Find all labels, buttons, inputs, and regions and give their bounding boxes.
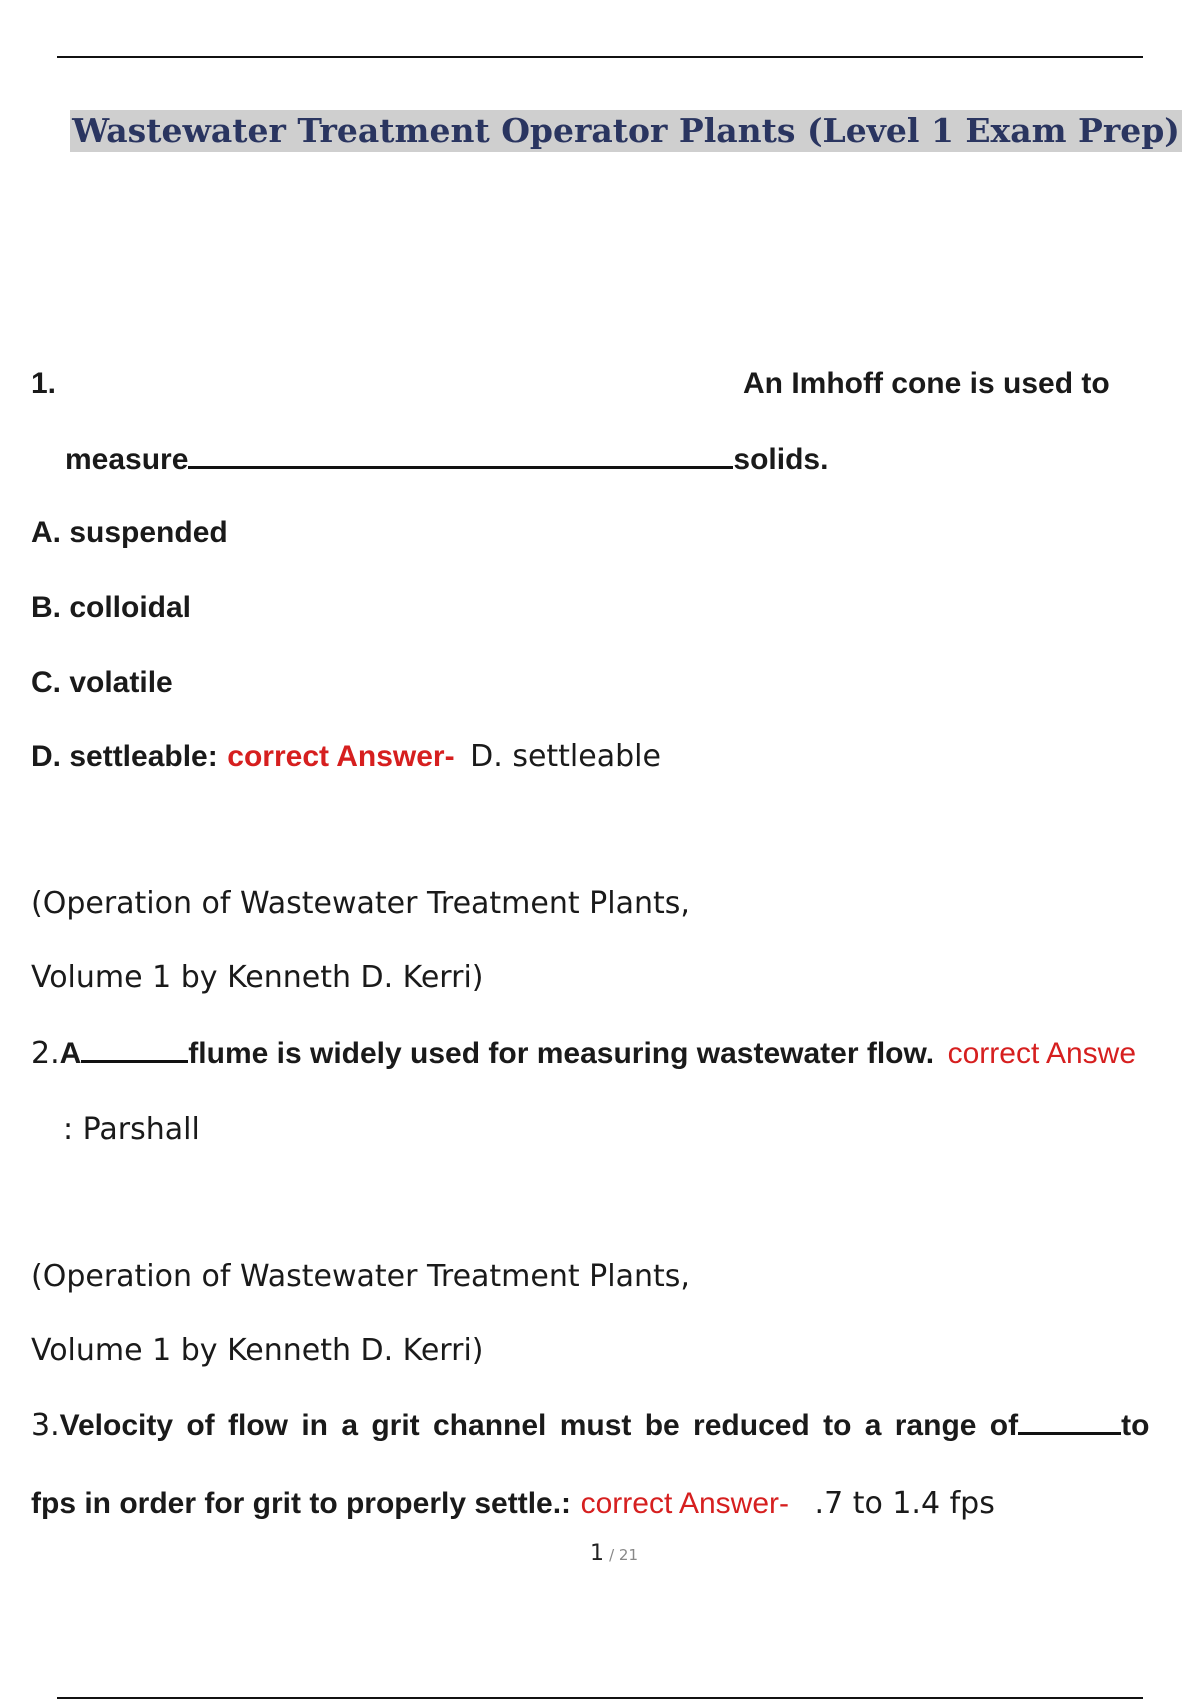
question-1-stem-part2 xyxy=(65,440,828,480)
question-3-stem-row-1 xyxy=(31,1406,1149,1446)
question-2-answer: : Parshall xyxy=(63,1112,200,1147)
page-number-total: / 21 xyxy=(609,1546,639,1564)
question-2-number: 2. xyxy=(31,1036,60,1071)
question-2-stem-before-blank: A xyxy=(59,1037,82,1070)
title-container xyxy=(0,110,1200,152)
question-1-answer-label: correct Answer- xyxy=(227,740,455,773)
question-3-answer-label: correct Answer- xyxy=(580,1487,789,1520)
question-3-blank xyxy=(1018,1431,1121,1435)
question-2-stem-after-blank: flume is widely used for measuring wastewater flow. xyxy=(188,1037,935,1070)
question-3-stem-part2: fps in order for grit to properly settle.: xyxy=(31,1487,572,1520)
document-title: Wastewater Treatment Operator Plants (Level 1 Exam Prep) xyxy=(72,111,1180,150)
question-3-answer: .7 to 1.4 fps xyxy=(814,1486,995,1521)
question-1-stem-after-blank: solids. xyxy=(733,443,829,476)
question-2-answer-label: correct Answe xyxy=(947,1037,1137,1070)
question-1-blank xyxy=(188,465,733,469)
question-2-reference-line-2: Volume 1 by Kenneth D. Kerri) xyxy=(31,1333,484,1368)
question-1-stem-before-blank: measure xyxy=(65,443,189,476)
question-3-stem-row-2 xyxy=(31,1484,995,1524)
bottom-rule xyxy=(57,1697,1143,1699)
question-2-blank xyxy=(81,1059,188,1063)
question-1-option-a: A. suspended xyxy=(31,516,228,549)
question-3-number: 3. xyxy=(31,1408,60,1443)
question-1-reference-line-2: Volume 1 by Kenneth D. Kerri) xyxy=(31,960,484,995)
question-3-stem-tail: to xyxy=(1121,1409,1150,1442)
question-1-number: 1. xyxy=(31,367,57,400)
question-2-reference-line-1: (Operation of Wastewater Treatment Plants, xyxy=(31,1259,690,1294)
question-2-stem-row xyxy=(31,1034,1136,1074)
question-1-option-d-row xyxy=(31,737,661,777)
page-number xyxy=(590,1541,638,1566)
question-1-option-c: C. volatile xyxy=(31,666,173,699)
question-1-option-d: D. settleable: xyxy=(31,740,218,773)
question-1-stem-part1: An Imhoff cone is used to xyxy=(743,367,1110,400)
top-rule xyxy=(57,56,1143,58)
question-3-stem-part1: Velocity of flow in a grit channel must be reduced to a range of xyxy=(59,1409,1019,1442)
question-1-option-b: B. colloidal xyxy=(31,591,192,624)
question-1-answer: D. settleable xyxy=(470,739,661,774)
question-1-reference-line-1: (Operation of Wastewater Treatment Plants, xyxy=(31,886,690,921)
page-number-current: 1 xyxy=(590,1541,604,1566)
